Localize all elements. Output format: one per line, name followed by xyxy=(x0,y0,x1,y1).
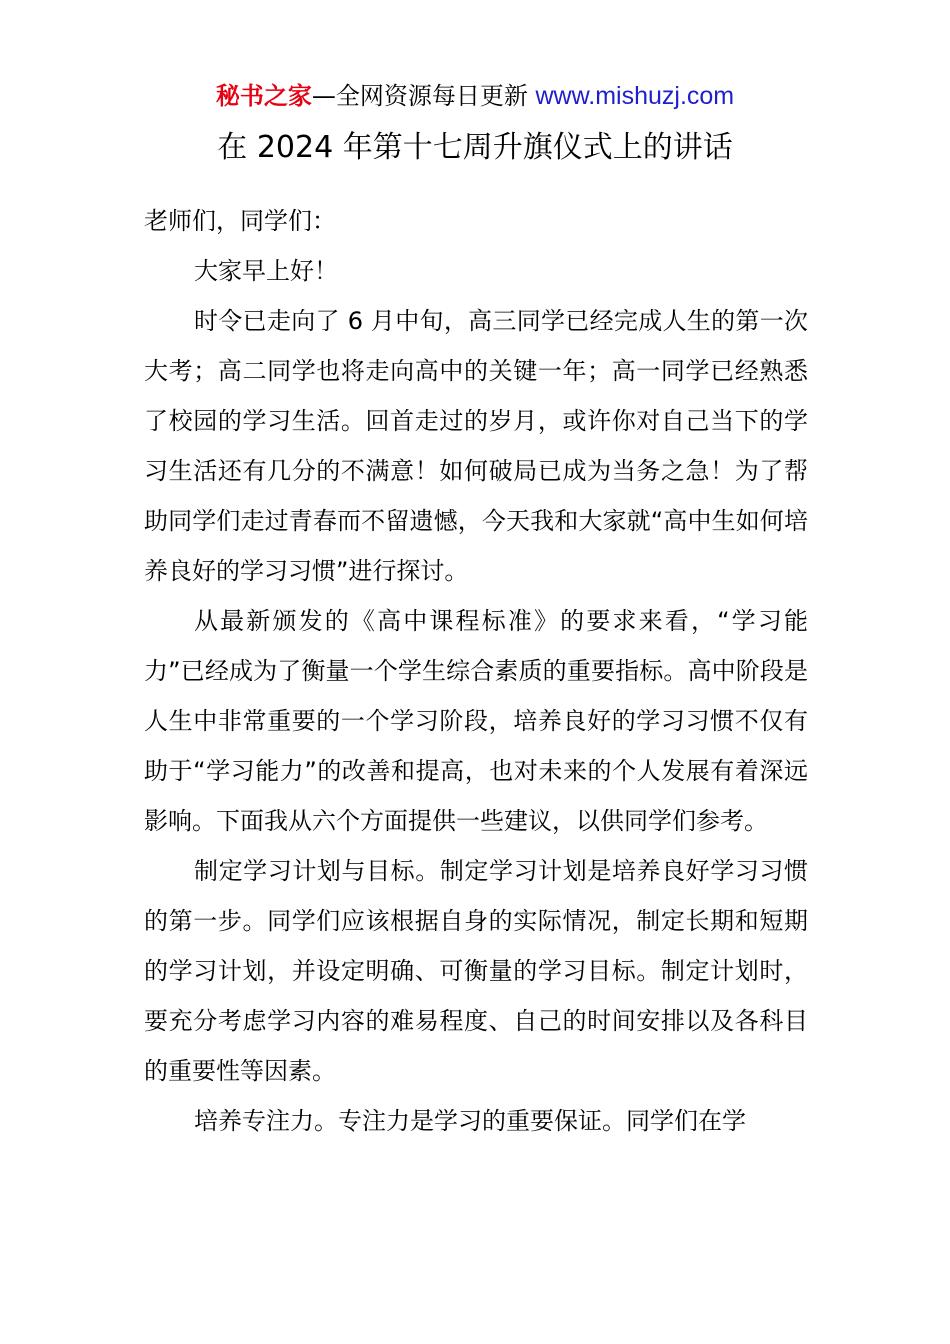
paragraph-focus: 培养专注力。专注力是学习的重要保证。同学们在学 xyxy=(194,1107,746,1135)
document-body xyxy=(144,196,808,1146)
salutation: 老师们，同学们： xyxy=(144,207,336,235)
paragraph-intro: 时令已走向了 6 月中旬，高三同学已经完成人生的第一次大考；高二同学也将走向高中的关键一年；高一同学已经熟悉了校园的学习生活。回首走过的岁月，或许你对自己当下的学习生活还有几分的不满意！如何破局已成为当务之急！为了帮助同学们走过青春而不留遗憾，今天我和大家就“高中生如何培养良好的学习习惯”进行探讨。 xyxy=(144,307,808,585)
paragraph-greeting: 大家早上好！ xyxy=(194,257,338,285)
site-url-link[interactable]: www.mishuzj.com xyxy=(535,82,735,110)
document-title: 在 2024 年第十七周升旗仪式上的讲话 xyxy=(217,130,733,165)
paragraph-curriculum: 从最新颁发的《高中课程标准》的要求来看，“学习能力”已经成为了衡量一个学生综合素质的重要指标。高中阶段是人生中非常重要的一个学习阶段，培养良好的学习习惯不仅有助于“学习能力”的改善和提高，也对未来的个人发展有着深远影响。下面我从六个方面提供一些建议，以供同学们参考。 xyxy=(144,607,808,835)
site-tagline: —全网资源每日更新 xyxy=(311,82,536,110)
paragraph-study-plan: 制定学习计划与目标。制定学习计划是培养良好学习习惯的第一步。同学们应该根据自身的实际情况，制定长期和短期的学习计划，并设定明确、可衡量的学习目标。制定计划时，要充分考虑学习内容的难易程度、自己的时间安排以及各科目的重要性等因素。 xyxy=(144,857,808,1085)
site-brand: 秘书之家 xyxy=(215,82,312,110)
site-header xyxy=(0,78,950,114)
